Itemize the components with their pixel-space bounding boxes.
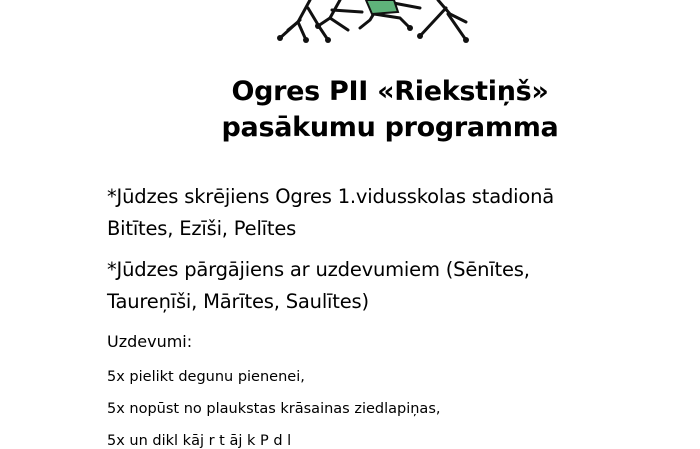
task-item: 5x pielikt degunu pienenei, — [107, 369, 305, 385]
program-item-1-line1: *Jūdzes skrējiens Ogres 1.vidusskolas stadionā — [107, 185, 554, 208]
tasks-heading: Uzdevumi: — [107, 332, 193, 351]
task-item: 5x un dikl kāj r t āj k P d l — [107, 433, 292, 449]
task-item: 5x nopūst no plaukstas krāsainas ziedlapiņas, — [107, 401, 441, 417]
program-item-2-line2: Taureņīši, Mārītes, Saulītes) — [107, 290, 369, 313]
program-item-2-line1: *Jūdzes pārgājiens ar uzdevumiem (Sēnītes, — [107, 258, 530, 281]
running-figures-illustration — [270, 0, 480, 50]
page-title-line1: Ogres PII «Riekstiņš» — [231, 76, 549, 107]
program-item-1-line2: Bitītes, Ezīši, Pelītes — [107, 217, 297, 240]
page-title-line2: pasākumu programma — [221, 112, 559, 143]
